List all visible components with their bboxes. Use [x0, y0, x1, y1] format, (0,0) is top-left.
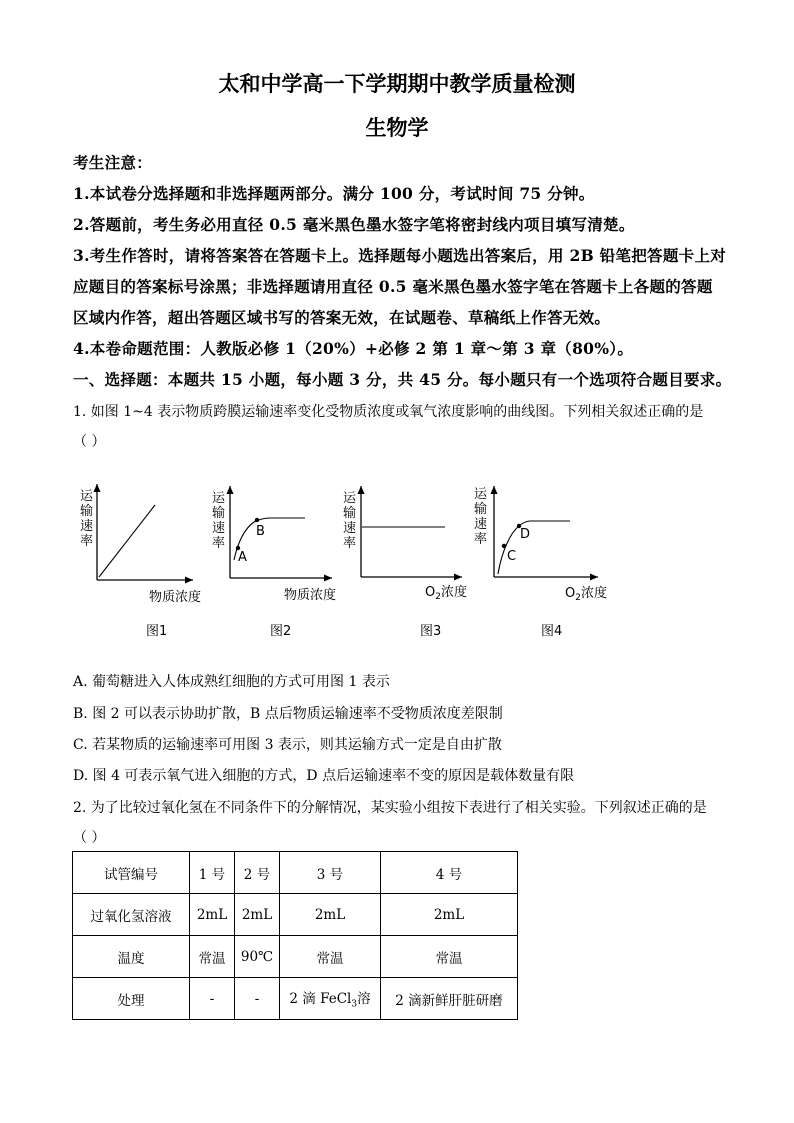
notice-item-4: 4.本卷命题范围：人教版必修 1（20%）+必修 2 第 1 章～第 3 章（80%）。	[73, 339, 634, 358]
table-row	[73, 852, 518, 894]
q2-stem: 2. 为了比较过氧化氢在不同条件下的分解情况，某实验小组按下表进行了相关实验。下列叙述正确的是	[73, 800, 707, 816]
table-cell: 3 号	[280, 852, 381, 894]
fig3-ylabel-1: 运	[343, 491, 357, 506]
fig2-ylabel-1: 运	[212, 491, 226, 506]
fig1-caption: 图1	[146, 624, 168, 639]
fig4-point-d-label: D	[520, 527, 531, 542]
fig3-caption: 图3	[420, 624, 442, 639]
notice-item-1: 1.本试卷分选择题和非选择题两部分。满分 100 分，考试时间 75 分钟。	[73, 184, 595, 203]
q1-option-d: D. 图 4 可表示氧气进入细胞的方式，D 点后运输速率不变的原因是载体数量有限	[73, 768, 575, 784]
table-row	[73, 894, 518, 936]
table-cell: 2mL	[190, 894, 235, 936]
fig3-ylabel-2: 输	[343, 506, 357, 521]
figure-2	[212, 486, 336, 639]
q2-answer-blank: （ ）	[73, 830, 106, 846]
fig3-ylabel-3: 速	[343, 521, 357, 536]
table-cell: 2 滴新鲜肝脏研磨	[381, 978, 518, 1020]
fig4-caption: 图4	[541, 624, 563, 639]
table-cell: 过氧化氢溶液	[73, 894, 190, 936]
table-cell: 常温	[381, 936, 518, 978]
table-cell: -	[190, 978, 235, 1020]
fig4-ylabel-4: 率	[474, 532, 488, 547]
fig2-point-a-label: A	[238, 550, 247, 565]
table-cell: 常温	[280, 936, 381, 978]
q1-figures	[0, 470, 794, 645]
table-cell: 2mL	[280, 894, 381, 936]
notice-item-3-line-1: 3.考生作答时，请将答案答在答题卡上。选择题每小题选出答案后，用 2B 铅笔把答题卡上对	[73, 246, 727, 265]
fig4-xlabel: $O_2$浓度	[565, 586, 607, 603]
fig4-point-c-marker	[502, 544, 506, 548]
fig1-xlabel: 物质浓度	[149, 590, 202, 605]
fig4-ylabel-1: 运	[474, 487, 488, 502]
table-cell: 1 号	[190, 852, 235, 894]
table-cell: 90℃	[235, 936, 280, 978]
q1-option-c: C. 若某物质的运输速率可用图 3 表示，则其运输方式一定是自由扩散	[73, 737, 502, 753]
table-cell: 2 滴 FeCl$_3$溶	[280, 978, 381, 1020]
fig1-ylabel-2: 输	[80, 504, 94, 519]
notice-item-3-line-3: 区域内作答，超出答题区域书写的答案无效，在试题卷、草稿纸上作答无效。	[73, 308, 611, 327]
table-cell: 4 号	[381, 852, 518, 894]
fig1-ylabel-4: 率	[80, 534, 94, 549]
fig1-ylabel-3: 速	[80, 519, 94, 534]
section-1-heading: 一、选择题：本题共 15 小题，每小题 3 分，共 45 分。每小题只有一个选项符合题目要求。	[73, 370, 732, 389]
fig4-ylabel-2: 输	[474, 502, 488, 517]
table-cell: 处理	[73, 978, 190, 1020]
fig2-point-b-label: B	[256, 524, 265, 539]
table-row	[73, 936, 518, 978]
q2-experiment-table	[72, 851, 518, 1020]
fig2-ylabel-2: 输	[212, 506, 226, 521]
fig2-point-b-marker	[255, 518, 259, 522]
q1-answer-blank: （ ）	[73, 434, 106, 450]
table-cell: 2mL	[235, 894, 280, 936]
fig2-ylabel-4: 率	[212, 536, 226, 551]
table-cell: 2 号	[235, 852, 280, 894]
figure-4	[474, 486, 607, 639]
q1-option-a: A. 葡萄糖进入人体成熟红细胞的方式可用图 1 表示	[73, 674, 390, 690]
subject-title: 生物学	[365, 115, 429, 140]
table-cell: 试管编号	[73, 852, 190, 894]
notice-heading: 考生注意：	[73, 153, 153, 172]
fig1-linear-curve	[99, 505, 155, 577]
notice-item-2: 2.答题前，考生务必用直径 0.5 毫米黑色墨水签字笔将密封线内项目填写清楚。	[73, 215, 635, 234]
fig2-ylabel-3: 速	[212, 521, 226, 536]
table-cell: 温度	[73, 936, 190, 978]
table-row	[73, 978, 518, 1020]
table-cell: 2mL	[381, 894, 518, 936]
exam-title: 太和中学高一下学期期中教学质量检测	[218, 71, 576, 96]
figure-3	[343, 486, 467, 639]
figure-1	[80, 484, 201, 639]
fig1-ylabel-1: 运	[80, 489, 94, 504]
fig2-caption: 图2	[270, 624, 292, 639]
q1-option-b: B. 图 2 可以表示协助扩散，B 点后物质运输速率不受物质浓度差限制	[73, 706, 503, 722]
table-cell: 常温	[190, 936, 235, 978]
fig4-point-c-label: C	[507, 549, 517, 564]
fig3-ylabel-4: 率	[343, 536, 357, 551]
fig4-saturation-curve	[498, 521, 570, 574]
fig2-xlabel: 物质浓度	[284, 588, 337, 603]
q1-stem: 1. 如图 1~4 表示物质跨膜运输速率变化受物质浓度或氧气浓度影响的曲线图。下列相关叙述正确的是	[73, 404, 704, 420]
fig3-xlabel: $O_2$浓度	[425, 585, 467, 602]
table-cell: -	[235, 978, 280, 1020]
notice-item-3-line-2: 应题目的答案标号涂黑；非选择题请用直径 0.5 毫米黑色墨水签字笔在答题卡上各题的答题	[73, 277, 713, 296]
fig4-ylabel-3: 速	[474, 517, 488, 532]
